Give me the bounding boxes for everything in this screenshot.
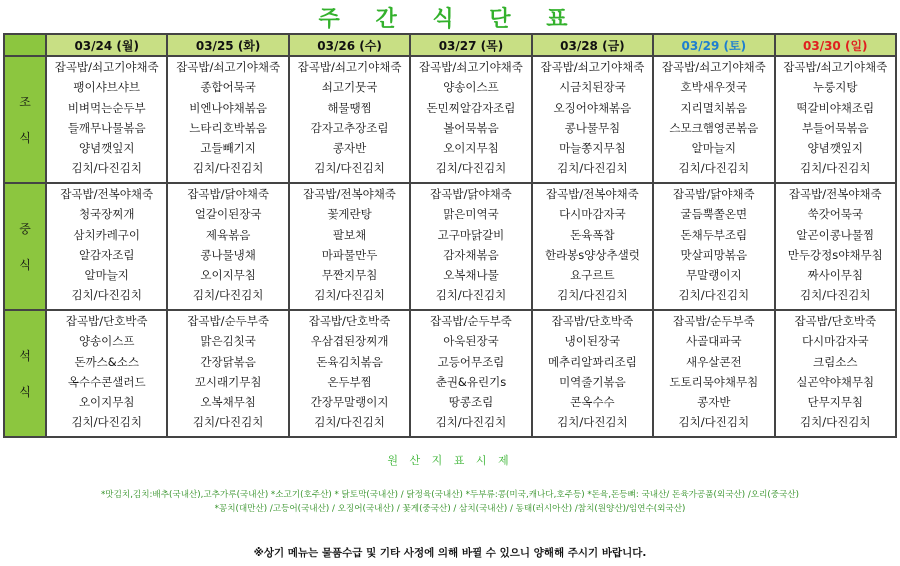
menu-item: 김치/다진김치 bbox=[192, 161, 264, 176]
menu-item: 무말랭이지 bbox=[686, 268, 742, 283]
menu-item: 종합어묵국 bbox=[200, 80, 256, 95]
menu-item: 김치/다진김치 bbox=[314, 161, 385, 176]
menu-item: 콩나물냉채 bbox=[200, 247, 256, 262]
menu-cell bbox=[167, 56, 288, 183]
menu-item: 잡곡밥/전복야채죽 bbox=[303, 187, 396, 201]
weekly-menu-table bbox=[3, 33, 897, 438]
menu-item: 옥수수콘샐러드 bbox=[67, 374, 146, 389]
menu-item: 잡곡밥/쇠고기야채죽 bbox=[540, 60, 645, 74]
menu-item: 쑥갓어묵국 bbox=[807, 207, 864, 222]
menu-item: 양송이스프 bbox=[78, 334, 135, 349]
menu-item: 오복채나물 bbox=[443, 268, 499, 283]
menu-item: 춘권&유린기s bbox=[435, 374, 507, 389]
menu-cell bbox=[289, 310, 410, 437]
menu-item: 떡갈비야채조림 bbox=[796, 100, 875, 115]
day-header-row bbox=[4, 34, 896, 56]
day-header-sunday: 03/30 (일) bbox=[775, 34, 896, 56]
menu-item: 맑은김칫국 bbox=[200, 334, 256, 349]
notice: ※상기 메뉴는 물품수급 및 기타 사정에 의해 바뀔 수 있으니 양해해 주시기 바랍니다. bbox=[253, 547, 647, 559]
menu-item: 쇠고기뭇국 bbox=[321, 80, 378, 95]
menu-item: 오복채무침 bbox=[200, 395, 256, 410]
menu-item: 팔보채 bbox=[332, 227, 367, 242]
menu-item: 김치/다진김치 bbox=[678, 415, 750, 430]
day-header-saturday: 03/29 (토) bbox=[653, 34, 774, 56]
menu-cell bbox=[46, 183, 167, 310]
menu-cell bbox=[775, 183, 896, 310]
menu-item: 김치/다진김치 bbox=[192, 415, 264, 430]
menu-item: 김치/다진김치 bbox=[800, 161, 871, 176]
menu-cell bbox=[167, 183, 288, 310]
menu-item: 호박새우젓국 bbox=[680, 80, 748, 95]
menu-item: 돈육김치볶음 bbox=[316, 354, 383, 369]
menu-item: 간장무말랭이지 bbox=[310, 395, 389, 410]
menu-item: 만두강정s야채무침 bbox=[787, 247, 883, 262]
menu-item: 실곤약야채무침 bbox=[796, 374, 875, 389]
menu-item: 감자고추장조림 bbox=[310, 120, 389, 135]
day-header: 03/26 (수) bbox=[289, 34, 410, 56]
menu-item: 고들빼기지 bbox=[200, 141, 256, 156]
menu-item: 잡곡밥/쇠고기야채죽 bbox=[176, 60, 281, 74]
meal-label: 석 식 bbox=[4, 310, 46, 437]
menu-item: 김치/다진김치 bbox=[435, 288, 507, 303]
menu-cell bbox=[410, 183, 531, 310]
menu-item: 김치/다진김치 bbox=[800, 288, 871, 303]
menu-cell bbox=[775, 56, 896, 183]
menu-item: 잡곡밥/단호박죽 bbox=[308, 314, 391, 328]
menu-item: 잡곡밥/닭야채죽 bbox=[187, 187, 269, 201]
menu-item: 들깨무나물볶음 bbox=[67, 120, 146, 135]
menu-item: 요구르트 bbox=[570, 268, 615, 283]
menu-cell bbox=[46, 310, 167, 437]
menu-item: 김치/다진김치 bbox=[314, 415, 385, 430]
menu-item: 아욱된장국 bbox=[443, 334, 499, 349]
menu-item: 콘옥수수 bbox=[570, 395, 615, 410]
menu-item: 마파물만두 bbox=[321, 247, 378, 262]
menu-item: 김치/다진김치 bbox=[435, 415, 507, 430]
menu-item: 김치/다진김치 bbox=[435, 161, 507, 176]
origin-info bbox=[40, 488, 860, 516]
menu-item: 알마늘지 bbox=[84, 268, 129, 283]
menu-item: 콩나물무침 bbox=[564, 120, 621, 135]
menu-item: 미역줄기볶음 bbox=[559, 374, 626, 389]
menu-cell bbox=[775, 310, 896, 437]
menu-item: 부들어묵볶음 bbox=[801, 120, 869, 135]
menu-cell bbox=[653, 183, 774, 310]
menu-cell bbox=[532, 310, 653, 437]
menu-item: 다시마감자국 bbox=[559, 207, 626, 222]
menu-item: 김치/다진김치 bbox=[557, 288, 628, 303]
menu-item: 꼬시래기무침 bbox=[194, 374, 262, 389]
menu-item: 사골대파국 bbox=[686, 334, 742, 349]
menu-item: 비엔나야채볶음 bbox=[189, 100, 268, 115]
menu-item: 무짠지무침 bbox=[321, 268, 378, 283]
day-header: 03/24 (월) bbox=[46, 34, 167, 56]
menu-body bbox=[4, 56, 896, 437]
menu-item: 잡곡밥/순두부죽 bbox=[430, 314, 512, 328]
menu-item: 우삼겹된장찌개 bbox=[310, 334, 389, 349]
menu-item: 잡곡밥/전복야채죽 bbox=[788, 187, 882, 201]
origin-line: *꽁치(대만산) /고등어(국내산) / 오징어(국내산) / 꽃게(중국산) / 삼치(국내산) / 동태(러시아산) /참치(원양산)/임연수(외국산) bbox=[214, 504, 686, 514]
menu-item: 양송이스프 bbox=[443, 80, 499, 95]
menu-item: 냉이된장국 bbox=[564, 334, 621, 349]
menu-cell bbox=[289, 183, 410, 310]
menu-item: 잡곡밥/단호박죽 bbox=[794, 314, 877, 328]
menu-item: 양념깻잎지 bbox=[78, 141, 135, 156]
menu-item: 잡곡밥/단호박죽 bbox=[65, 314, 148, 328]
menu-item: 감자채볶음 bbox=[443, 247, 499, 262]
meal-row bbox=[4, 310, 896, 437]
menu-item: 느타리호박볶음 bbox=[189, 120, 268, 135]
menu-item: 오이지무침 bbox=[200, 268, 256, 283]
menu-item: 알감자조림 bbox=[78, 247, 135, 262]
menu-item: 굴듬뿍쫄온면 bbox=[680, 207, 748, 222]
meal-label: 중 식 bbox=[4, 183, 46, 310]
menu-item: 잡곡밥/닭야채죽 bbox=[673, 187, 755, 201]
menu-item: 삼치카레구이 bbox=[73, 227, 141, 242]
menu-item: 김치/다진김치 bbox=[192, 288, 264, 303]
menu-item: 새우살콘전 bbox=[686, 354, 742, 369]
menu-item: 크림소스 bbox=[813, 354, 858, 369]
origin-line: *맛김치,김치:배추(국내산),고추가루(국내산) *소고기(호주산) * 닭토막(국내산) / 닭정육(국내산) *두부류:콩(미국,캐나다,호주등) *돈육,돈등뼈: 국내산/ 돈육가공품(외국산) /오리(중국산) bbox=[101, 490, 799, 500]
menu-item: 해물땡찜 bbox=[327, 100, 372, 115]
menu-item: 김치/다진김치 bbox=[71, 161, 142, 176]
menu-item: 돈채두부조림 bbox=[680, 227, 748, 242]
menu-cell bbox=[46, 56, 167, 183]
menu-cell bbox=[532, 56, 653, 183]
menu-item: 시금치된장국 bbox=[559, 80, 626, 95]
menu-item: 잡곡밥/전복야채죽 bbox=[546, 187, 639, 201]
menu-cell bbox=[167, 310, 288, 437]
menu-item: 볼어묵볶음 bbox=[443, 120, 499, 135]
menu-item: 잡곡밥/전복야채죽 bbox=[60, 187, 154, 201]
menu-cell bbox=[410, 56, 531, 183]
menu-item: 돈민찌알감자조림 bbox=[426, 100, 516, 115]
menu-item: 짜사이무침 bbox=[807, 268, 864, 283]
menu-item: 잡곡밥/단호박죽 bbox=[551, 314, 634, 328]
meal-row bbox=[4, 183, 896, 310]
menu-item: 누룽지탕 bbox=[813, 80, 858, 95]
menu-item: 메추리알꽈리조림 bbox=[547, 354, 637, 369]
menu-item: 간장닭볶음 bbox=[200, 354, 256, 369]
menu-item: 알마늘지 bbox=[691, 141, 737, 156]
menu-item: 꽃게란탕 bbox=[327, 207, 372, 222]
menu-item: 비벼먹는순두부 bbox=[67, 100, 146, 115]
menu-cell bbox=[289, 56, 410, 183]
menu-item: 김치/다진김치 bbox=[800, 415, 871, 430]
menu-item: 맑은미역국 bbox=[443, 207, 499, 222]
menu-item: 잡곡밥/쇠고기야채죽 bbox=[661, 60, 766, 74]
menu-item: 고구마닭갈비 bbox=[437, 227, 505, 242]
menu-item: 김치/다진김치 bbox=[678, 288, 750, 303]
menu-item: 청국장찌개 bbox=[78, 207, 135, 222]
menu-item: 양념깻잎지 bbox=[807, 141, 864, 156]
menu-item: 콩자반 bbox=[697, 395, 731, 410]
menu-item: 김치/다진김치 bbox=[71, 415, 142, 430]
menu-item: 잡곡밥/쇠고기야채죽 bbox=[297, 60, 402, 74]
menu-item: 맛살피망볶음 bbox=[680, 247, 748, 262]
meal-label: 조 식 bbox=[4, 56, 46, 183]
menu-item: 제육볶음 bbox=[205, 227, 251, 242]
menu-item: 김치/다진김치 bbox=[557, 161, 628, 176]
menu-item: 김치/다진김치 bbox=[71, 288, 142, 303]
menu-item: 잡곡밥/쇠고기야채죽 bbox=[783, 60, 888, 74]
menu-item: 스모크햄영콘볶음 bbox=[669, 120, 759, 135]
menu-item: 오징어야채볶음 bbox=[553, 100, 632, 115]
menu-item: 김치/다진김치 bbox=[557, 415, 628, 430]
menu-item: 잡곡밥/순두부죽 bbox=[187, 314, 269, 328]
menu-cell bbox=[410, 310, 531, 437]
menu-item: 지리멸치볶음 bbox=[680, 100, 748, 115]
menu-cell bbox=[653, 310, 774, 437]
day-header: 03/27 (목) bbox=[410, 34, 531, 56]
day-header: 03/25 (화) bbox=[167, 34, 288, 56]
menu-item: 고등어무조림 bbox=[437, 354, 505, 369]
menu-item: 온두부찜 bbox=[327, 374, 372, 389]
menu-item: 알곤이콩나물찜 bbox=[796, 227, 875, 242]
menu-item: 김치/다진김치 bbox=[314, 288, 385, 303]
menu-item: 김치/다진김치 bbox=[678, 161, 750, 176]
page-title: 주 간 식 단 표 bbox=[318, 7, 582, 32]
header-corner bbox=[4, 34, 46, 56]
menu-item: 팽이샤브샤브 bbox=[73, 80, 141, 95]
menu-cell bbox=[532, 183, 653, 310]
origin-title: 원 산 지 표 시 제 bbox=[387, 454, 513, 467]
menu-cell bbox=[653, 56, 774, 183]
menu-item: 오이지무침 bbox=[443, 141, 499, 156]
menu-item: 콩자반 bbox=[332, 141, 367, 156]
menu-item: 단무지무침 bbox=[807, 395, 864, 410]
menu-item: 잡곡밥/쇠고기야채죽 bbox=[54, 60, 159, 74]
menu-item: 마늘쫑지무침 bbox=[559, 141, 626, 156]
menu-item: 돈까스&소스 bbox=[74, 354, 139, 369]
menu-item: 돈육폭찹 bbox=[570, 227, 615, 242]
day-header: 03/28 (금) bbox=[532, 34, 653, 56]
menu-item: 다시마감자국 bbox=[801, 334, 869, 349]
menu-item: 잡곡밥/닭야채죽 bbox=[430, 187, 512, 201]
menu-item: 잡곡밥/순두부죽 bbox=[673, 314, 755, 328]
menu-item: 한라봉s양상추샐럿 bbox=[544, 247, 640, 262]
meal-row bbox=[4, 56, 896, 183]
menu-item: 도토리묵야채무침 bbox=[669, 374, 759, 389]
menu-item: 오이지무침 bbox=[78, 395, 135, 410]
menu-item: 잡곡밥/쇠고기야채죽 bbox=[419, 60, 523, 74]
menu-item: 얼갈이된장국 bbox=[194, 207, 262, 222]
menu-item: 땅콩조림 bbox=[448, 395, 494, 410]
